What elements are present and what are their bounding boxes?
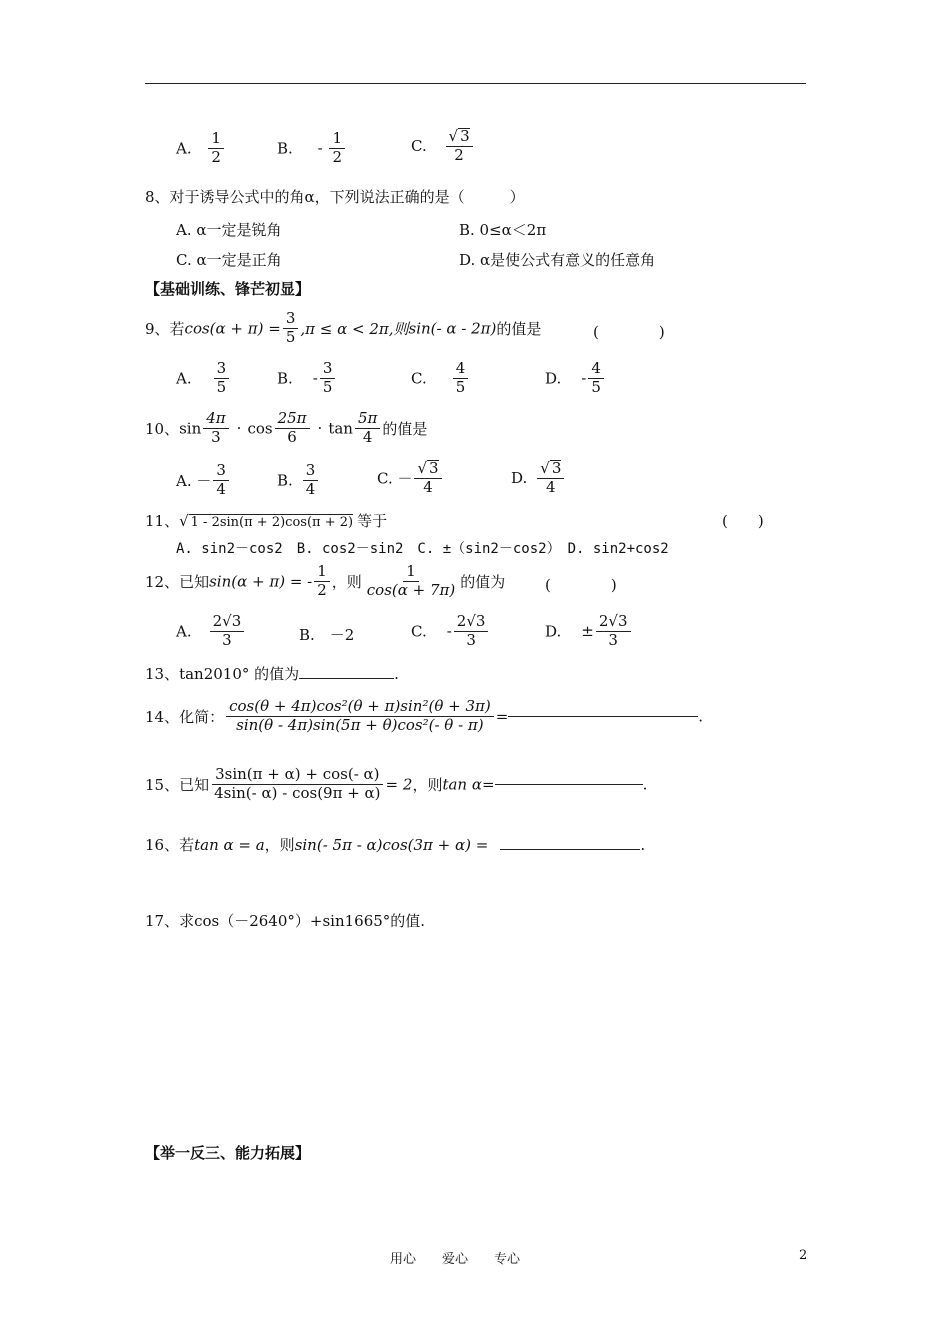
q11-stem: 11、√ 1 - 2sin(π + 2)cos(π + 2) 等于 [145, 512, 388, 530]
footer-motto: 用心 爱心 专心 [390, 1252, 521, 1267]
q12-option-a: A. $\frac{2√3}{3}$ [176, 614, 246, 649]
q9-option-a: A. $\frac{3}{5}$ [176, 361, 231, 396]
q12-option-c: C. - $\frac{2√3}{3}$ [411, 614, 490, 649]
q9-stem: 9、若cos(α + π) = $\frac{3}{5}$ ,π ≤ α < 2π,则sin(- α - 2π)的值是 [145, 309, 542, 346]
q8-stem: 8、对于诱导公式中的角α，下列说法正确的是（ ） [145, 188, 525, 206]
q9-option-c: C. $\frac{4}{5}$ [411, 361, 470, 396]
q12-option-b: B. －2 [299, 626, 355, 644]
q7-option-a: A. $\frac{1}{2}$ [176, 131, 226, 166]
header-rule [145, 83, 806, 84]
q7-option-b: B. - $\frac{1}{2}$ [277, 131, 347, 166]
page-number: 2 [799, 1248, 808, 1263]
q11-options: A. sin2－cos2 B. cos2－sin2 C. ±（sin2－cos2） D. sin2+cos2 [176, 541, 669, 557]
q14-stem: 14、化简： $\frac{\text{cos(θ + 4π)cos²(θ + π)sin²(θ + 3π)}}{\text{sin(θ - 4π)sin(5π + θ)cos²(- θ - π)}}$ = . [145, 697, 704, 734]
q13-blank[interactable] [299, 678, 394, 679]
q14-blank[interactable] [508, 716, 698, 717]
q11-answer-paren: ( ) [722, 512, 764, 530]
q10-option-c: C. － $\frac{√ 3}{4}$ [377, 460, 444, 496]
q10-stem: 10、sin $\frac{4\pi}{3}$ · cos $\frac{25\pi}{6}$ · tan $\frac{5\pi}{4}$ 的值是 [145, 409, 428, 446]
q16-blank[interactable] [500, 849, 640, 850]
section-heading-basic: 【基础训练、锋芒初显】 [145, 280, 311, 298]
q16-stem: 16、若tan α = a，则sin(- 5π - α)cos(3π + α) = . [145, 836, 646, 854]
q9-option-d: D. - $\frac{4}{5}$ [545, 361, 606, 396]
q10-option-a: A. － $\frac{3}{4}$ [176, 463, 231, 498]
q9-answer-paren: ( ) [593, 323, 665, 341]
q8-option-a: A. α一定是锐角 [176, 221, 282, 239]
q10-option-d: D. $\frac{√ 3}{4}$ [511, 460, 566, 496]
q9-option-b: B. - $\frac{3}{5}$ [277, 361, 337, 396]
q15-blank[interactable] [495, 784, 643, 785]
q13-stem: 13、tan2010° 的值为 . [145, 665, 399, 683]
q8-option-d: D. α是使公式有意义的任意角 [459, 251, 656, 269]
q12-answer-paren: ( ) [545, 576, 617, 594]
q8-option-b: B. 0≤α＜2π [459, 221, 547, 239]
q12-stem: 12、已知sin(α + π) = - $\frac{1}{2}$ ，则 $\frac{1}{\cos(\alpha + 7\pi)}$ 的值为 [145, 562, 506, 599]
q7-option-c: C. $\frac{√ 3}{2}$ [411, 128, 475, 164]
q12-option-d: D. ± $\frac{2√3}{3}$ [545, 614, 633, 649]
q17-stem: 17、求cos（－2640°）+sin1665°的值. [145, 912, 426, 930]
q10-option-b: B. $\frac{3}{4}$ [277, 463, 320, 498]
section-heading-extend: 【举一反三、能力拓展】 [145, 1144, 311, 1162]
q8-option-c: C. α一定是正角 [176, 251, 282, 269]
q15-stem: 15、已知 $\frac{3\sin(\pi + \alpha) + \cos(- \alpha)}{4\sin(- \alpha) - \cos(9\pi + \alpha)}$ = 2，则tan α= . [145, 765, 648, 802]
